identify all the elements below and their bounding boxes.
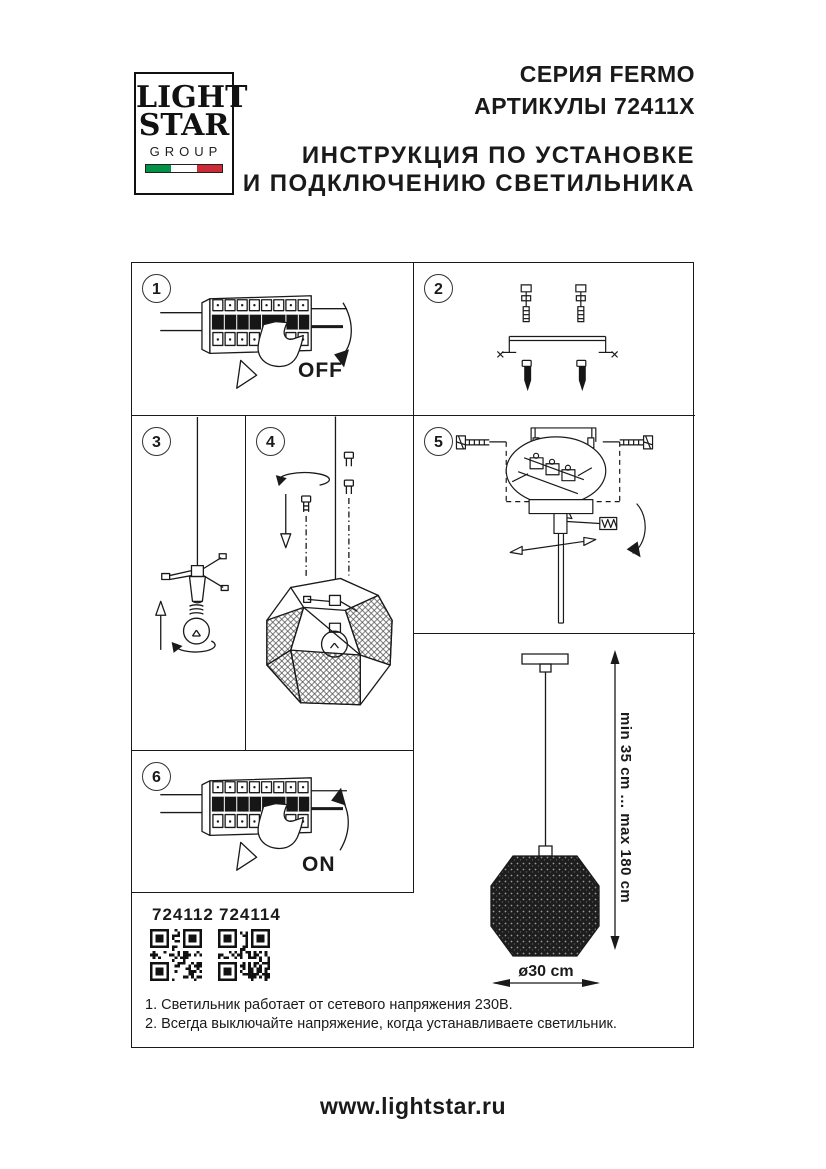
- note-line: 2. Всегда выключайте напряжение, когда устанавливаете светильник.: [145, 1015, 617, 1032]
- website: www.lightstar.ru: [319, 1093, 507, 1119]
- shade-install-diagram-icon: [246, 416, 413, 750]
- pendant-dimensions-area: [414, 634, 695, 1049]
- series-title: СЕРИЯ FERMO: [519, 61, 695, 87]
- mounting-bracket-diagram-icon: [414, 263, 695, 415]
- italian-flag-icon: [145, 164, 223, 173]
- safety-notes: [145, 996, 617, 1033]
- note-line: 1. Светильник работает от сетевого напряжения 230В.: [145, 997, 513, 1013]
- breaker-on-diagram-icon: [132, 751, 413, 892]
- logo-line-light: LIGHT: [136, 80, 248, 115]
- breaker-off-diagram-icon: [132, 263, 413, 415]
- step-panel-3: [132, 416, 246, 751]
- logo-line-group: GROUP: [149, 144, 223, 159]
- logo-line-star: STAR: [138, 108, 230, 143]
- switch-state-label: OFF: [298, 359, 343, 382]
- instruction-title: [243, 142, 695, 198]
- step-panel-5: [414, 416, 695, 634]
- suspension-height-dimension: min 35 cm ... max 180 cm: [617, 712, 634, 904]
- header-series-block: [474, 58, 695, 122]
- step-number-badge: 5: [424, 427, 453, 456]
- step-panel-6: [132, 751, 414, 893]
- qr-code: [218, 929, 270, 981]
- lightstar-logo: [134, 72, 248, 195]
- step-number-badge: 4: [256, 427, 285, 456]
- step-number-badge: 1: [142, 274, 171, 303]
- pendant-dimensions-diagram-icon: [414, 634, 695, 1049]
- step-panel-1: [132, 263, 414, 416]
- product-code: 724112: [152, 905, 214, 924]
- bulb-install-diagram-icon: [132, 416, 245, 750]
- step-number-badge: 3: [142, 427, 171, 456]
- step-panel-2: [414, 263, 695, 416]
- step-panel-4: [246, 416, 414, 751]
- qr-code: [150, 929, 202, 981]
- switch-state-label: ON: [302, 853, 336, 876]
- instruction-title-line2: И ПОДКЛЮЧЕНИЮ СВЕТИЛЬНИКА: [242, 170, 695, 197]
- articles-title: АРТИКУЛЫ 72411X: [474, 93, 695, 119]
- step-number-badge: 2: [424, 274, 453, 303]
- step-number-badge: 6: [142, 762, 171, 791]
- instruction-title-line1: ИНСТРУКЦИЯ ПО УСТАНОВКЕ: [301, 142, 695, 169]
- diameter-dimension: ø30 cm: [518, 963, 574, 980]
- product-code: 724114: [219, 905, 281, 924]
- canopy-wiring-diagram-icon: [414, 416, 695, 633]
- steps-grid: [131, 262, 694, 1048]
